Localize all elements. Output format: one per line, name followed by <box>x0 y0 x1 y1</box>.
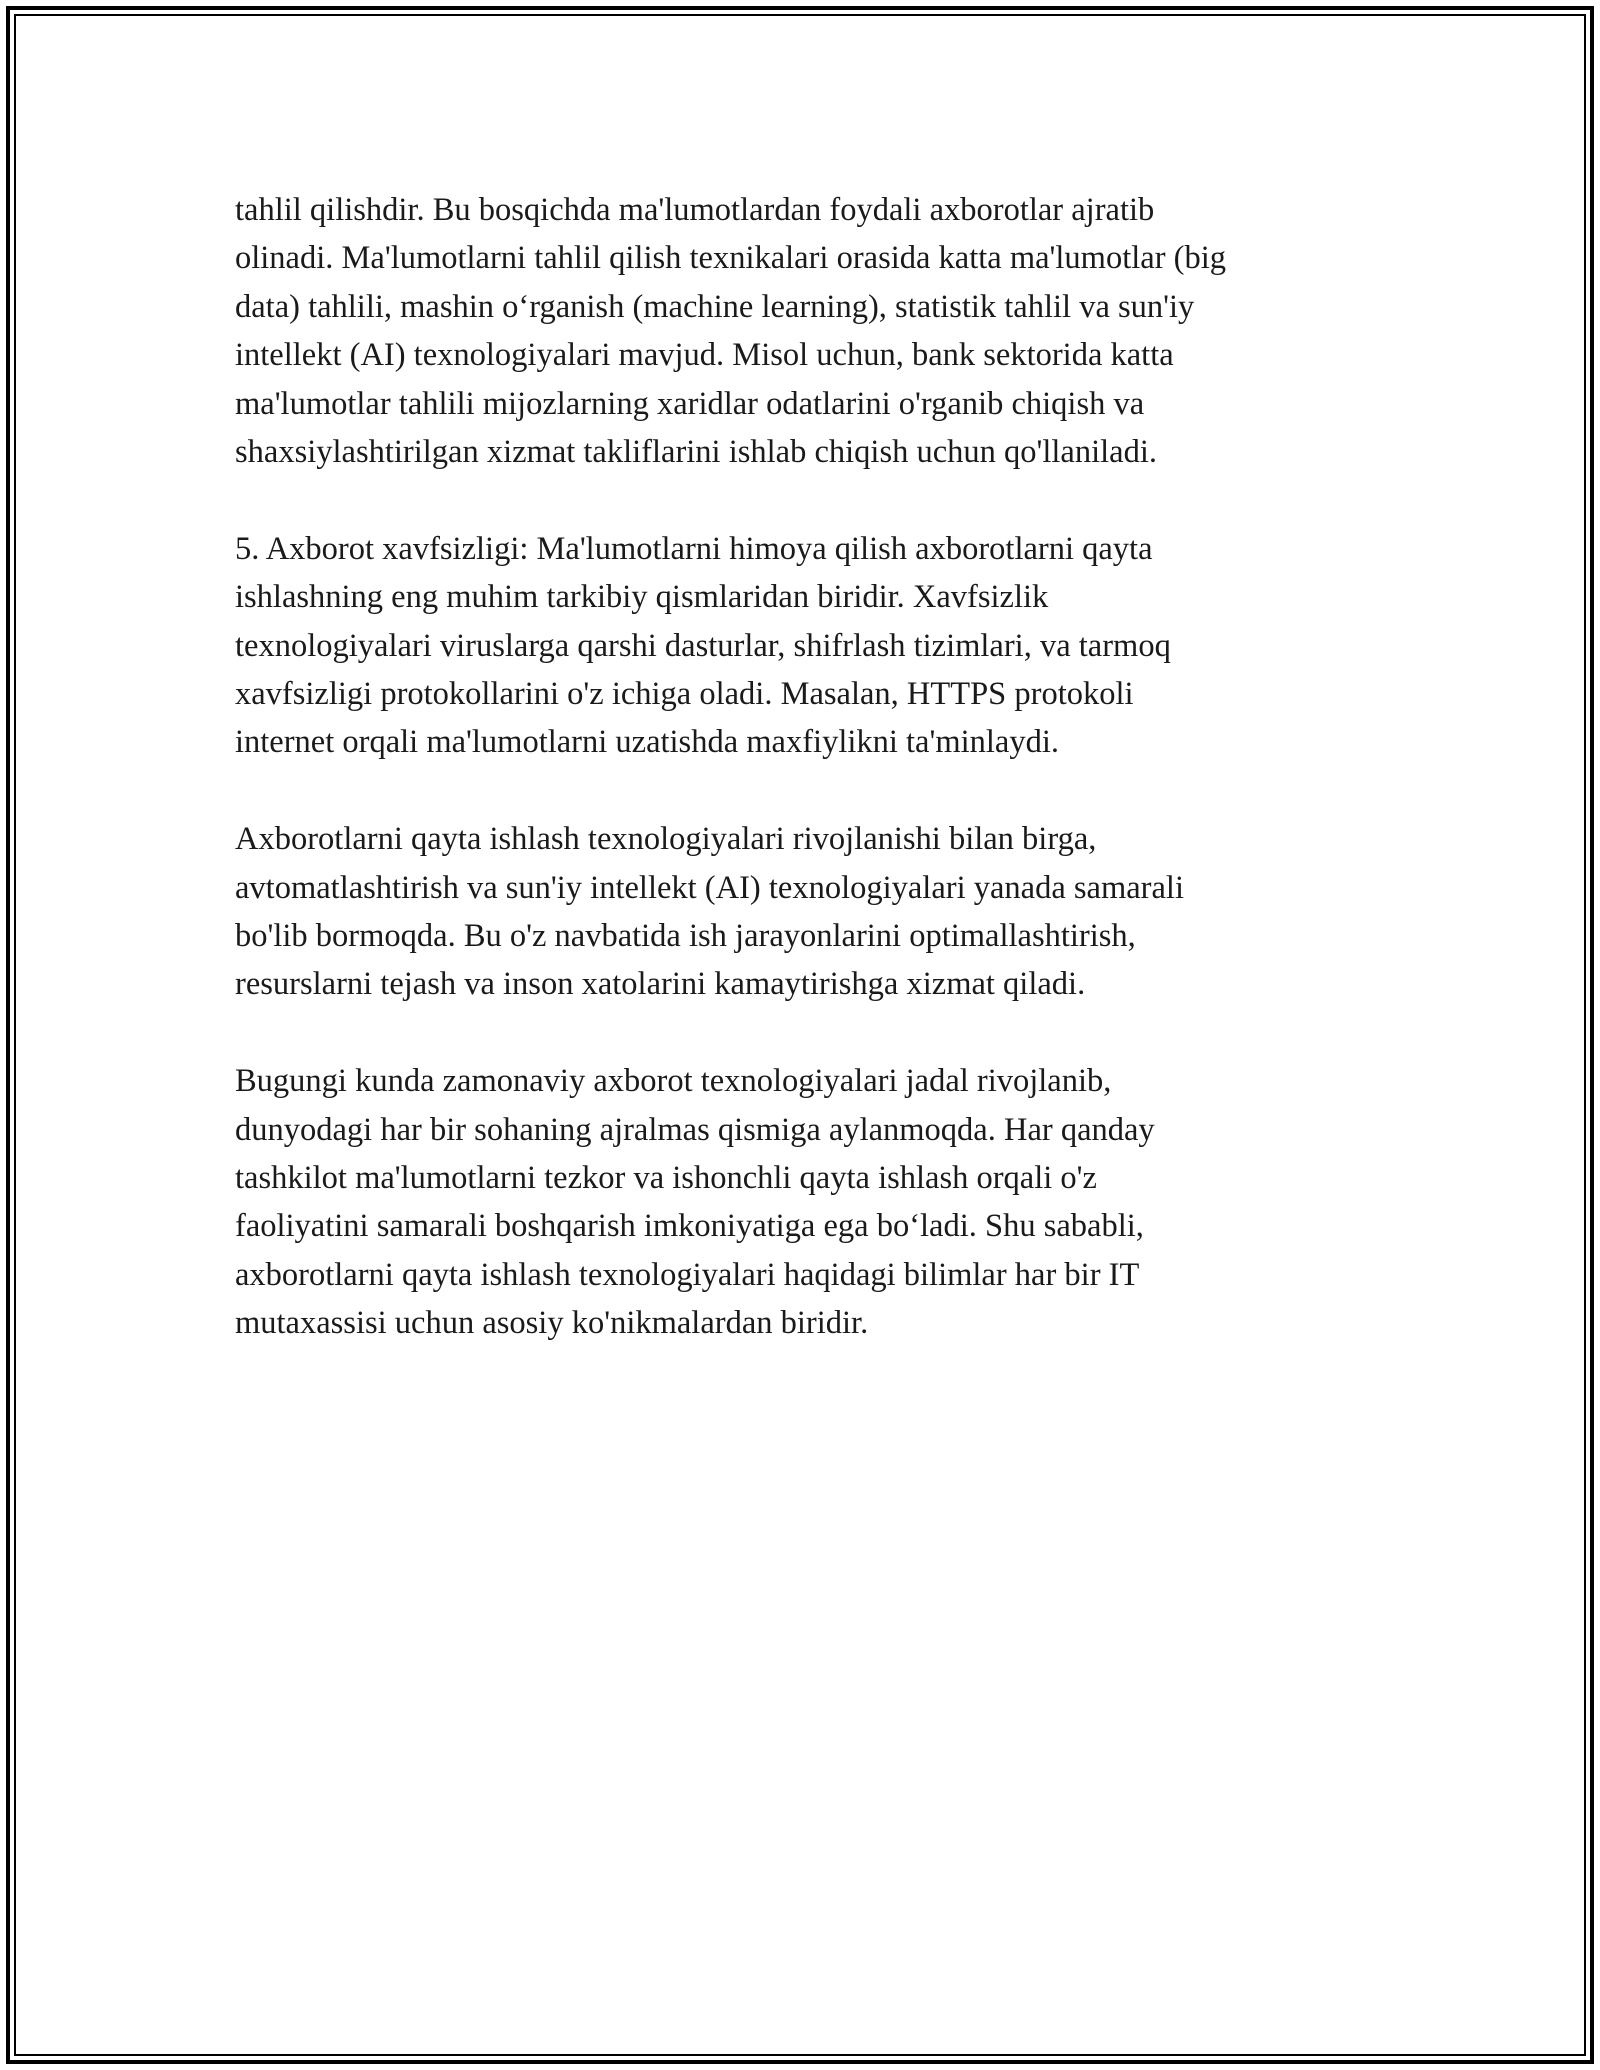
text-line: faoliyatini samarali boshqarish imkoniyatiga ega bo‘ladi. Shu sababli, <box>235 1208 1144 1245</box>
text-line: xavfsizligi protokollarini o'z ichiga oladi. Masalan, HTTPS protokoli <box>235 676 1134 713</box>
paragraph-information-security <box>235 525 1365 767</box>
text-line: bo'lib bormoqda. Bu o'z navbatida ish jarayonlarini optimallashtirish, <box>235 918 1136 955</box>
text-line: ishlashning eng muhim tarkibiy qismlaridan biridir. Xavfsizlik <box>235 579 1049 616</box>
text-line: Bugungi kunda zamonaviy axborot texnologiyalari jadal rivojlanib, <box>235 1063 1112 1100</box>
paragraph-conclusion <box>235 1057 1365 1347</box>
text-line: mutaxassisi uchun asosiy ko'nikmalardan biridir. <box>235 1305 869 1342</box>
text-line: shaxsiylashtirilgan xizmat takliflarini ishlab chiqish uchun qo'llaniladi. <box>235 434 1157 471</box>
text-line: intellekt (AI) texnologiyalari mavjud. Misol uchun, bank sektorida katta <box>235 337 1174 374</box>
text-line: olinadi. Ma'lumotlarni tahlil qilish texnikalari orasida katta ma'lumotlar (big <box>235 240 1226 277</box>
text-line: ma'lumotlar tahlili mijozlarning xaridlar odatlarini o'rganib chiqish va <box>235 385 1145 422</box>
paragraph-automation <box>235 815 1365 1009</box>
paragraph-data-analysis <box>235 186 1365 476</box>
text-line: axborotlarni qayta ishlash texnologiyalari haqidagi bilimlar har bir IT <box>235 1256 1140 1293</box>
text-line: Axborotlarni qayta ishlash texnologiyalari rivojlanishi bilan birga, <box>235 821 1097 858</box>
text-line: 5. Axborot xavfsizligi: Ma'lumotlarni himoya qilish axborotlarni qayta <box>235 530 1153 567</box>
text-line: data) tahlili, mashin o‘rganish (machine learning), statistik tahlil va sun'iy <box>235 288 1195 325</box>
document-body <box>235 186 1365 1396</box>
text-line: resurslarni tejash va inson xatolarini kamaytirishga xizmat qiladi. <box>235 966 1086 1003</box>
text-line: texnologiyalari viruslarga qarshi dasturlar, shifrlash tizimlari, va tarmoq <box>235 627 1171 664</box>
text-line: internet orqali ma'lumotlarni uzatishda maxfiylikni ta'minlaydi. <box>235 724 1060 761</box>
text-line: tashkilot ma'lumotlarni tezkor va ishonchli qayta ishlash orqali o'z <box>235 1160 1097 1197</box>
text-line: dunyodagi har bir sohaning ajralmas qismiga aylanmoqda. Har qanday <box>235 1111 1155 1148</box>
text-line: avtomatlashtirish va sun'iy intellekt (AI) texnologiyalari yanada samarali <box>235 869 1184 906</box>
text-line: tahlil qilishdir. Bu bosqichda ma'lumotlardan foydali axborotlar ajratib <box>235 192 1155 228</box>
